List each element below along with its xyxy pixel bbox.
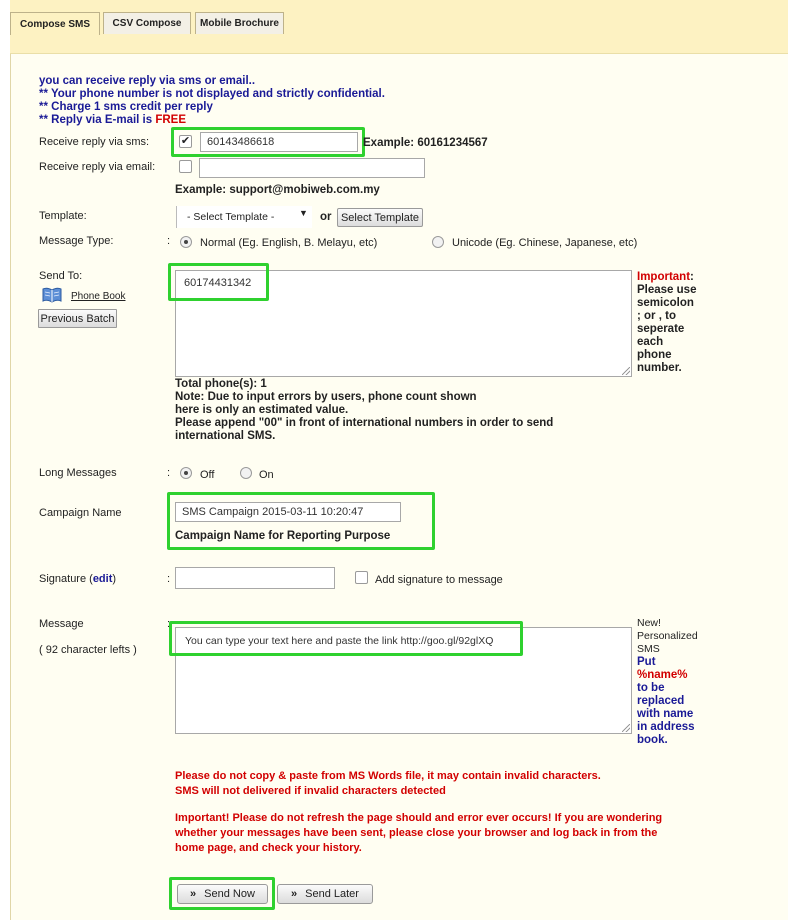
phone-book-link[interactable]: Phone Book xyxy=(71,291,126,302)
tip-name-token: %name% xyxy=(637,669,688,681)
note-line-2: here is only an estimated value. xyxy=(175,404,349,416)
select-template-button[interactable]: Select Template xyxy=(337,208,423,227)
reply-email-label: Receive reply via email: xyxy=(39,161,156,173)
chevron-down-icon: ▼ xyxy=(299,208,308,218)
message-type-colon: : xyxy=(167,235,171,247)
reply-sms-label: Receive reply via sms: xyxy=(39,136,150,148)
add-signature-label: Add signature to message xyxy=(375,574,503,586)
long-messages-colon: : xyxy=(167,467,171,479)
important-text-4: each xyxy=(637,336,664,348)
total-phones: Total phone(s): 1 xyxy=(175,378,267,390)
double-chevron-right-icon: » xyxy=(190,888,197,900)
signature-colon: : xyxy=(167,573,171,585)
previous-batch-button[interactable]: Previous Batch xyxy=(38,309,117,328)
important-colon: : xyxy=(690,271,694,283)
signature-input[interactable] xyxy=(175,567,335,589)
important-text-3: seperate xyxy=(637,323,685,335)
tip-new-2: SMS xyxy=(637,643,660,655)
reply-sms-example: Example: 60161234567 xyxy=(363,137,488,149)
note-line-3: Please append "00" in front of international numbers in order to send xyxy=(175,417,554,429)
warning-line-5: home page, and check your history. xyxy=(175,842,362,854)
note-line-1: Note: Due to input errors by users, phone count shown xyxy=(175,391,477,403)
send-to-value: 60174431342 xyxy=(184,277,252,289)
radio-long-off[interactable] xyxy=(180,467,192,479)
template-label: Template: xyxy=(39,210,87,222)
long-messages-label: Long Messages xyxy=(39,467,117,479)
warning-invalid-chars xyxy=(175,769,601,799)
highlight-send-now xyxy=(169,877,275,910)
tab-compose-sms[interactable]: Compose SMS xyxy=(10,12,100,35)
send-later-label: Send Later xyxy=(305,888,359,900)
intro-line-3: ** Charge 1 sms credit per reply xyxy=(39,101,213,113)
message-label: Message xyxy=(39,618,84,630)
send-now-label: Send Now xyxy=(204,888,255,900)
highlight-send-to xyxy=(168,263,269,301)
important-title-row xyxy=(637,271,696,284)
tab-mobile-brochure[interactable]: Mobile Brochure xyxy=(195,12,284,34)
campaign-hint: Campaign Name for Reporting Purpose xyxy=(175,530,391,542)
tip-new-1: Personalized xyxy=(637,630,698,642)
radio-long-on[interactable] xyxy=(240,467,252,479)
radio-normal-label: Normal (Eg. English, B. Melayu, etc) xyxy=(200,237,378,249)
signature-edit-link[interactable]: edit xyxy=(92,573,113,585)
phone-book-icon[interactable] xyxy=(42,287,62,303)
highlight-reply-sms xyxy=(171,127,365,157)
chars-left: ( 92 character lefts ) xyxy=(39,644,137,656)
important-title: Important xyxy=(637,271,691,283)
tab-csv-compose[interactable]: CSV Compose xyxy=(103,12,191,34)
radio-normal[interactable] xyxy=(180,236,192,248)
add-signature-checkbox[interactable] xyxy=(355,571,368,584)
signature-label xyxy=(39,573,116,585)
resize-handle[interactable] xyxy=(622,724,630,732)
campaign-label: Campaign Name xyxy=(39,507,122,519)
resize-handle[interactable] xyxy=(622,367,630,375)
template-selected: - Select Template - xyxy=(187,211,275,223)
warning-line-4: whether your messages have been sent, please close your browser and log back in from the xyxy=(175,827,658,839)
important-text-6: number. xyxy=(637,362,682,374)
template-select[interactable] xyxy=(176,206,312,228)
signature-label-prefix: Signature ( xyxy=(39,573,93,585)
reply-email-checkbox[interactable] xyxy=(179,160,192,173)
radio-unicode[interactable] xyxy=(432,236,444,248)
message-colon: : xyxy=(167,618,171,630)
intro-line-4 xyxy=(39,114,186,126)
reply-sms-input[interactable]: 60143486618 xyxy=(200,132,358,152)
highlight-message xyxy=(169,621,523,656)
message-type-label: Message Type: xyxy=(39,235,114,247)
reply-email-input[interactable] xyxy=(199,158,425,178)
tip-rest-2: with name xyxy=(637,708,694,720)
send-to-label: Send To: xyxy=(39,270,83,282)
message-value: You can type your text here and paste the link http://goo.gl/92glXQ xyxy=(185,635,494,647)
highlight-campaign xyxy=(167,492,435,550)
important-text-5: phone xyxy=(637,349,672,361)
reply-sms-checkbox[interactable]: ✔ xyxy=(180,135,191,147)
double-chevron-right-icon: » xyxy=(291,888,298,900)
important-text-1: semicolon xyxy=(637,297,694,309)
tip-rest-3: in address xyxy=(637,721,695,733)
send-later-button[interactable] xyxy=(277,884,373,904)
send-to-important xyxy=(637,271,696,375)
template-or: or xyxy=(320,211,332,223)
radio-unicode-label: Unicode (Eg. Chinese, Japanese, etc) xyxy=(452,237,638,249)
tip-rest-1: replaced xyxy=(637,695,685,707)
radio-long-off-label: Off xyxy=(200,469,215,481)
warning-line-1: Please do not copy & paste from MS Words file, it may contain invalid characters. xyxy=(175,770,601,782)
radio-long-on-label: On xyxy=(259,469,274,481)
campaign-input[interactable]: SMS Campaign 2015-03-11 10:20:47 xyxy=(175,502,401,522)
intro-line-4-prefix: ** Reply via E-mail is xyxy=(39,114,156,126)
warning-refresh xyxy=(175,811,662,856)
tip-rest-0: to be xyxy=(637,682,665,694)
free-label: FREE xyxy=(155,114,187,126)
intro-line-2: ** Your phone number is not displayed and strictly confidential. xyxy=(39,88,385,100)
note-line-4: international SMS. xyxy=(175,430,276,442)
important-text-0: Please use xyxy=(637,284,697,296)
tip-new-0: New! xyxy=(637,617,661,629)
intro-line-1: you can receive reply via sms or email.. xyxy=(39,75,256,87)
personalized-sms-tip xyxy=(637,617,698,747)
send-to-notes xyxy=(175,378,553,443)
signature-label-suffix: ) xyxy=(112,573,117,585)
important-text-2: ; or , to xyxy=(637,310,676,322)
tip-rest-4: book. xyxy=(637,734,668,746)
tip-put: Put xyxy=(637,656,656,668)
reply-email-example: Example: support@mobiweb.com.my xyxy=(175,184,380,196)
warning-line-2: SMS will not delivered if invalid characters detected xyxy=(175,785,446,797)
warning-line-3: Important! Please do not refresh the page should and error ever occurs! If you are wondering xyxy=(175,812,663,824)
